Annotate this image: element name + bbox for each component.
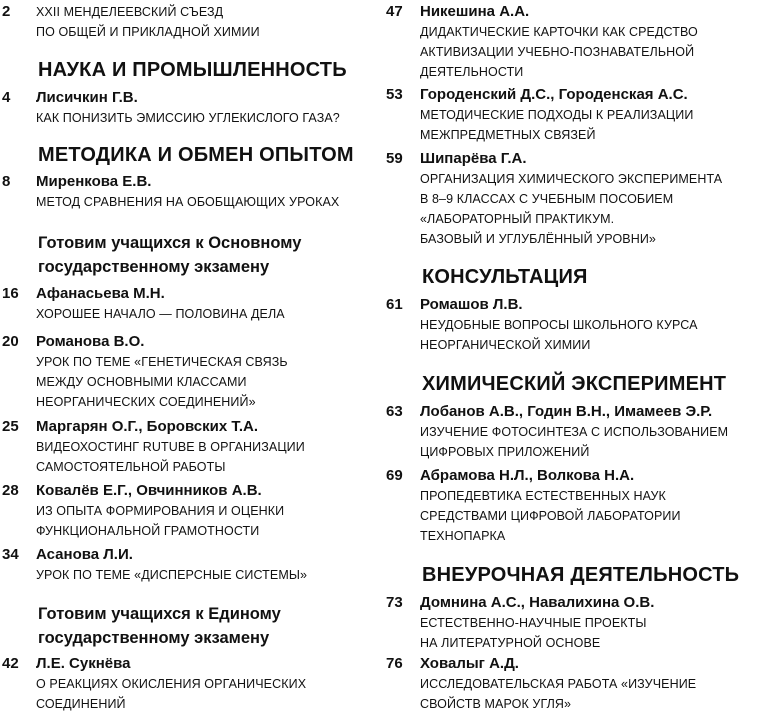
entry-title: НЕУДОБНЫЕ ВОПРОСЫ ШКОЛЬНОГО КУРСА НЕОРГАНИЧЕСКОЙ ХИМИИ: [420, 318, 698, 352]
toc-entry-69: [384, 466, 760, 546]
entry-author: Асанова Л.И.: [36, 546, 133, 563]
section-heading-extracurricular: ВНЕУРОЧНАЯ ДЕЯТЕЛЬНОСТЬ: [422, 564, 740, 586]
entry-title: КАК ПОНИЗИТЬ ЭМИССИЮ УГЛЕКИСЛОГО ГАЗА?: [36, 111, 340, 125]
toc-entry-59: [384, 149, 760, 249]
toc-entry-61: [384, 295, 760, 355]
toc-entry-42: [0, 654, 375, 714]
page-number: 47: [386, 3, 403, 20]
page-number: 34: [2, 546, 19, 563]
page-number: 4: [2, 89, 11, 106]
toc-entry-28: [0, 481, 375, 541]
entry-author: Абрамова Н.Л., Волкова Н.А.: [420, 467, 635, 484]
entry-author: Маргарян О.Г., Боровских Т.А.: [36, 418, 259, 435]
entry-title: XXII МЕНДЕЛЕЕВСКИЙ СЪЕЗД ПО ОБЩЕЙ И ПРИКЛАДНОЙ ХИМИИ: [36, 5, 260, 39]
subheading-ege: Готовим учащихся к Единому государственному экзамену: [38, 605, 281, 647]
toc-entry-16: [0, 284, 375, 324]
entry-title: ВИДЕОХОСТИНГ RUTUBE В ОРГАНИЗАЦИИ САМОСТОЯТЕЛЬНОЙ РАБОТЫ: [36, 440, 305, 474]
page-number: 8: [2, 173, 11, 190]
page-number: 63: [386, 403, 403, 420]
toc-entry-2: [0, 2, 375, 42]
toc-entry-53: [384, 85, 760, 145]
page-number: 69: [386, 467, 403, 484]
section-heading-experiment: ХИМИЧЕСКИЙ ЭКСПЕРИМЕНТ: [422, 373, 727, 395]
entry-title: ЕСТЕСТВЕННО-НАУЧНЫЕ ПРОЕКТЫ НА ЛИТЕРАТУРНОЙ ОСНОВЕ: [420, 616, 647, 650]
page-number: 16: [2, 285, 19, 302]
entry-title: ИЗУЧЕНИЕ ФОТОСИНТЕЗА С ИСПОЛЬЗОВАНИЕМ ЦИФРОВЫХ ПРИЛОЖЕНИЙ: [420, 425, 729, 459]
toc-entry-25: [0, 417, 375, 477]
page-number: 20: [2, 333, 19, 350]
entry-title: ИССЛЕДОВАТЕЛЬСКАЯ РАБОТА «ИЗУЧЕНИЕ СВОЙСТВ МАРОК УГЛЯ»: [420, 677, 697, 711]
entry-author: Ховалыг А.Д.: [420, 655, 519, 672]
entry-title: УРОК ПО ТЕМЕ «ГЕНЕТИЧЕСКАЯ СВЯЗЬ МЕЖДУ ОСНОВНЫМИ КЛАССАМИ НЕОРГАНИЧЕСКИХ СОЕДИНЕНИЙ»: [36, 355, 288, 409]
entry-title: ОРГАНИЗАЦИЯ ХИМИЧЕСКОГО ЭКСПЕРИМЕНТА В 8–9 КЛАССАХ С УЧЕБНЫМ ПОСОБИЕМ «ЛАБОРАТОРНЫЙ ПРАКТИКУМ. БАЗОВЫЙ И УГЛУБЛЁННЫЙ УРОВНИ»: [420, 172, 723, 246]
entry-author: Ковалёв Е.Г., Овчинников А.В.: [36, 482, 262, 499]
entry-title: МЕТОД СРАВНЕНИЯ НА ОБОБЩАЮЩИХ УРОКАХ: [36, 195, 340, 209]
toc-entry-47: [384, 2, 760, 82]
page-number: 42: [2, 655, 19, 672]
entry-author: Афанасьева М.Н.: [36, 285, 165, 302]
entry-author: Лисичкин Г.В.: [36, 89, 138, 106]
entry-author: Л.Е. Сукнёва: [36, 655, 131, 672]
toc-entry-63: [384, 402, 760, 462]
toc-entry-4: [0, 88, 375, 128]
toc-entry-20: [0, 332, 375, 412]
entry-title: ХОРОШЕЕ НАЧАЛО — ПОЛОВИНА ДЕЛА: [36, 307, 285, 321]
entry-author: Шипарёва Г.А.: [420, 150, 527, 167]
page-number: 59: [386, 150, 403, 167]
entry-author: Лобанов А.В., Годин В.Н., Имамеев Э.Р.: [420, 403, 713, 420]
subheading-oge: Готовим учащихся к Основному государственному экзамену: [38, 234, 302, 276]
entry-author: Ромашов Л.В.: [420, 296, 523, 313]
entry-title: МЕТОДИЧЕСКИЕ ПОДХОДЫ К РЕАЛИЗАЦИИ МЕЖПРЕДМЕТНЫХ СВЯЗЕЙ: [420, 108, 694, 142]
page-number: 73: [386, 594, 403, 611]
toc-entry-73: [384, 593, 760, 653]
section-heading-consult: КОНСУЛЬТАЦИЯ: [422, 266, 588, 288]
page-number: 53: [386, 86, 403, 103]
toc-entry-34: [0, 545, 375, 585]
entry-title: ДИДАКТИЧЕСКИЕ КАРТОЧКИ КАК СРЕДСТВО АКТИВИЗАЦИИ УЧЕБНО-ПОЗНАВАТЕЛЬНОЙ ДЕЯТЕЛЬНОСТИ: [420, 25, 698, 79]
toc-entry-8: [0, 172, 375, 212]
page-number: 2: [2, 3, 11, 20]
page-number: 28: [2, 482, 19, 499]
page-number: 61: [386, 296, 403, 313]
page-number: 76: [386, 655, 403, 672]
section-heading-method: МЕТОДИКА И ОБМЕН ОПЫТОМ: [38, 144, 354, 166]
entry-author: Романова В.О.: [36, 333, 145, 350]
entry-author: Миренкова Е.В.: [36, 173, 152, 190]
entry-title: УРОК ПО ТЕМЕ «ДИСПЕРСНЫЕ СИСТЕМЫ»: [36, 568, 308, 582]
page-number: 25: [2, 418, 19, 435]
entry-author: Никешина А.А.: [420, 3, 530, 20]
entry-title: ПРОПЕДЕВТИКА ЕСТЕСТВЕННЫХ НАУК СРЕДСТВАМИ ЦИФРОВОЙ ЛАБОРАТОРИИ ТЕХНОПАРКА: [420, 489, 681, 543]
entry-author: Городенский Д.С., Городенская А.С.: [420, 86, 688, 103]
entry-title: ИЗ ОПЫТА ФОРМИРОВАНИЯ И ОЦЕНКИ ФУНКЦИОНАЛЬНОЙ ГРАМОТНОСТИ: [36, 504, 285, 538]
entry-title: О РЕАКЦИЯХ ОКИСЛЕНИЯ ОРГАНИЧЕСКИХ СОЕДИНЕНИЙ: [36, 677, 307, 711]
toc-entry-76: [384, 654, 760, 714]
entry-author: Домнина А.С., Навалихина О.В.: [420, 594, 655, 611]
section-heading-science: НАУКА И ПРОМЫШЛЕННОСТЬ: [38, 59, 347, 81]
